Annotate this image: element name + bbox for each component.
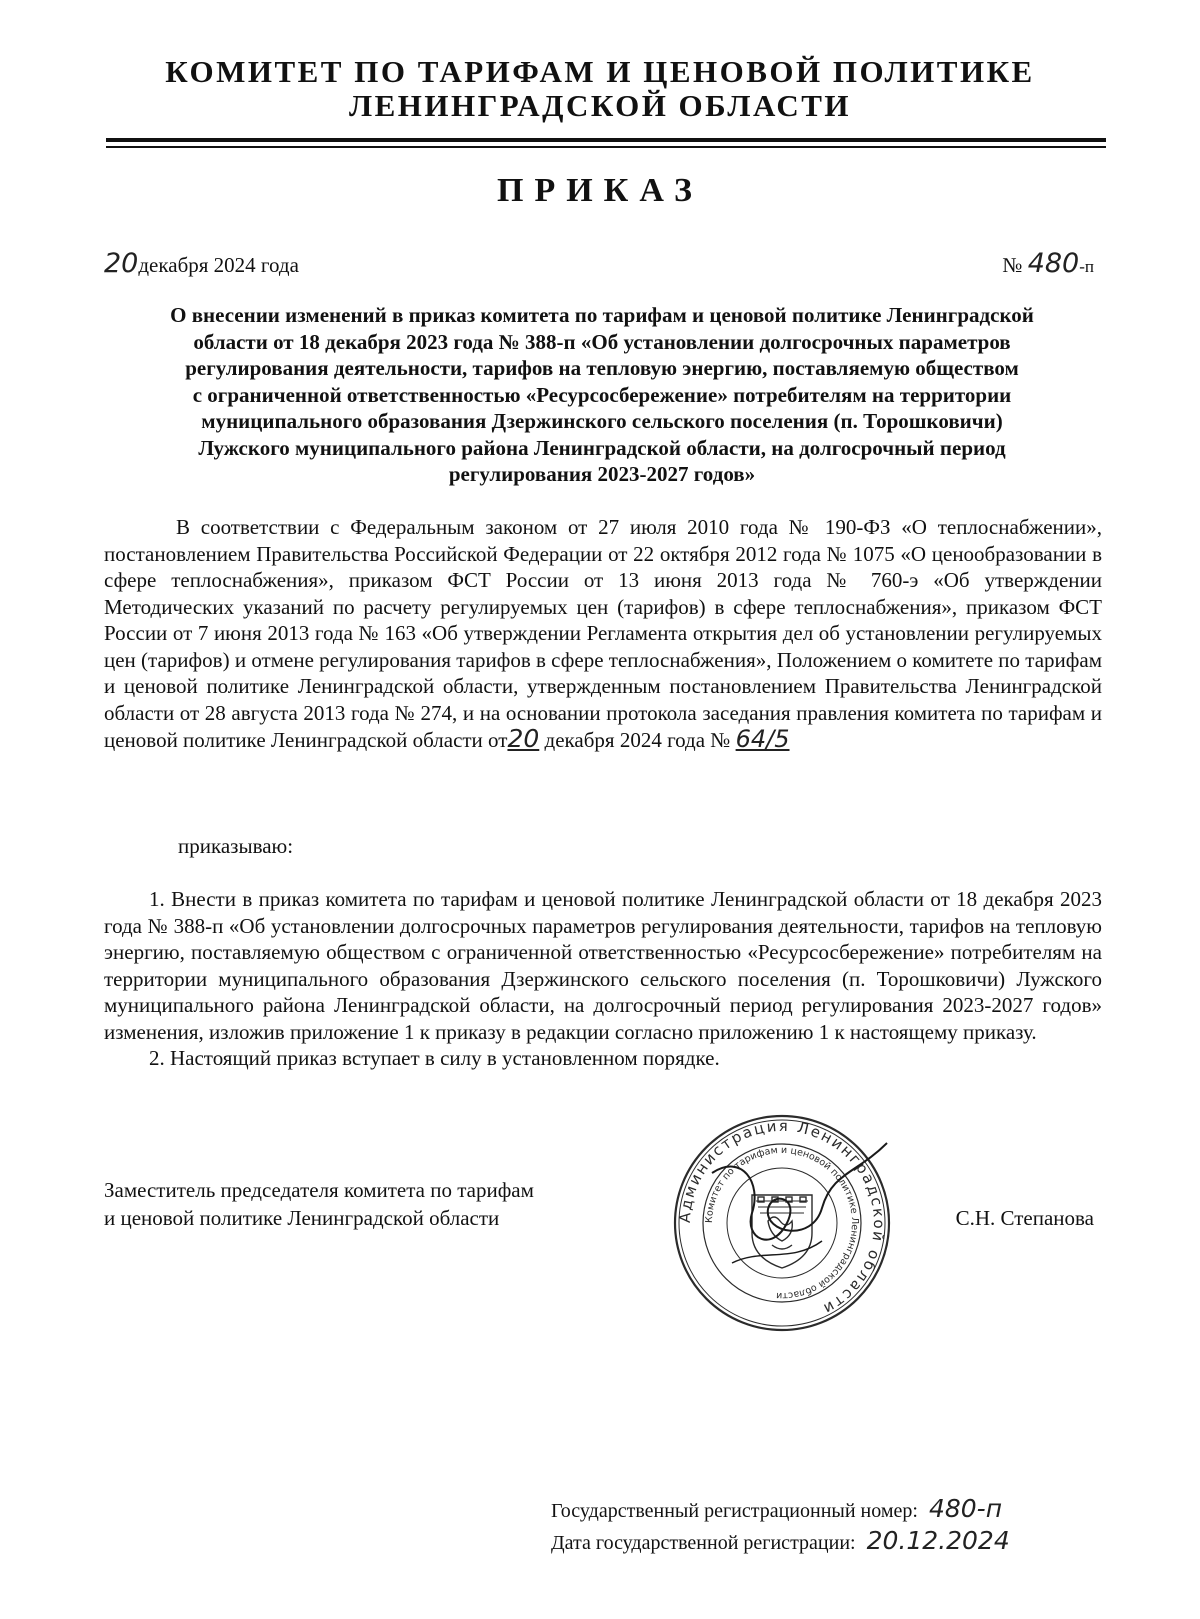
registration-number-value: 480-п <box>928 1494 1003 1523</box>
registration-number-row <box>551 1494 1010 1526</box>
official-seal <box>672 1113 892 1333</box>
order-date <box>104 248 299 279</box>
title-line: муниципального образования Дзержинского сельского поселения (п. Торошковичи) <box>201 409 1003 433</box>
preamble-date-handwritten: 20 <box>507 724 540 753</box>
title-line: с ограниченной ответственностью «Ресурсосбережение» потребителям на территории <box>192 382 1012 407</box>
order-items <box>104 886 1102 1072</box>
signer-name: С.Н. Степанова <box>955 1206 1094 1230</box>
order-number-prefix: № <box>1002 253 1023 277</box>
order-number <box>1002 248 1094 279</box>
signer-position-line1: Заместитель председателя комитета по тарифам <box>104 1178 534 1202</box>
preamble-text: В соответствии с Федеральным законом от 27 июля 2010 года № 190-ФЗ «О теплоснабжении», постановлением Правительства Российской Федерации от 22 октября 2012 года № 1075 «О ценообразовании в сфере теплоснабжения», приказом ФСТ России от 13 июня 2013 года № 760-э «Об утверждении Методических указаний по расчету регулируемых цен (тарифов) в сфере теплоснабжения», приказом ФСТ России от 7 июня 2013 года № 163 «Об утверждении Регламента открытия дел об установлении регулируемых цен (тарифов) и отмене регулирования тарифов в сфере теплоснабжения», Положением о комитете по тарифам и ценовой политике Ленинградской области, утвержденным постановлением Правительства Ленинградской области от 28 августа 2013 года № 274, и на основании протокола заседания правления комитета по тарифам и ценовой политике Ленинградской области от <box>104 515 1102 752</box>
order-date-text: декабря 2024 года <box>138 253 299 277</box>
registration-date-label: Дата государственной регистрации: <box>551 1532 856 1554</box>
order-word: приказываю: <box>178 834 294 858</box>
registration-number-label: Государственный регистрационный номер: <box>551 1500 918 1522</box>
order-date-day-handwritten: 20 <box>104 248 139 279</box>
signer-position-line2: и ценовой политике Ленинградской области <box>104 1206 500 1230</box>
org-name-line1: КОМИТЕТ ПО ТАРИФАМ И ЦЕНОВОЙ ПОЛИТИКЕ <box>165 54 1035 89</box>
header-rule-thick <box>106 138 1106 142</box>
seal-inner-text: Комитет по тарифам и ценовой политике Ленинградской области <box>703 1144 861 1302</box>
order-number-handwritten: 480 <box>1027 248 1080 279</box>
registration-date-row <box>551 1526 1010 1558</box>
signature-scribble-tail <box>732 1241 822 1263</box>
signer-position <box>104 1176 534 1232</box>
title-line: регулирования деятельности, тарифов на тепловую энергию, поставляемую обществом <box>185 356 1019 380</box>
preamble-paragraph <box>104 514 1102 754</box>
document-title <box>104 302 1100 488</box>
preamble-date-text: декабря 2024 года № <box>544 728 731 752</box>
order-item-2: 2. Настоящий приказ вступает в силу в установленном порядке. <box>149 1046 720 1070</box>
title-line: Лужского муниципального района Ленинградской области, на долгосрочный период <box>198 435 1006 460</box>
seal-outer-text: Администрация Ленинградской области <box>675 1116 889 1319</box>
order-item-1: 1. Внести в приказ комитета по тарифам и ценовой политике Ленинградской области от 18 декабря 2023 года № 388-п «Об установлении долгосрочных параметров регулирования деятельности, тарифов на тепловую энергию, поставляемую обществом с ограниченной ответственностью «Ресурсосбережение» потребителям на территории муниципального образования Дзержинского сельского поселения (п. Торошковичи) Лужского муниципального района Ленинградской области, на долгосрочный период регулирования 2023-2027 годов» изменения, изложив приложение 1 к приказу в редакции согласно приложению 1 к настоящему приказу. <box>104 887 1102 1044</box>
order-number-suffix: -п <box>1079 257 1094 276</box>
document-type: ПРИКАЗ <box>497 172 703 209</box>
registration-block <box>551 1494 1010 1558</box>
title-line: регулирования 2023-2027 годов» <box>448 462 756 486</box>
header-rule-thin <box>106 146 1106 148</box>
org-name-line2: ЛЕНИНГРАДСКОЙ ОБЛАСТИ <box>348 88 852 123</box>
title-line: О внесении изменений в приказ комитета по тарифам и ценовой политике Ленинградской <box>170 303 1034 327</box>
preamble-protocol-number-handwritten: 64/5 <box>735 725 790 753</box>
title-line: области от 18 декабря 2023 года № 388-п «Об установлении долгосрочных параметров <box>193 329 1011 354</box>
registration-date-value: 20.12.2024 <box>866 1526 1010 1555</box>
